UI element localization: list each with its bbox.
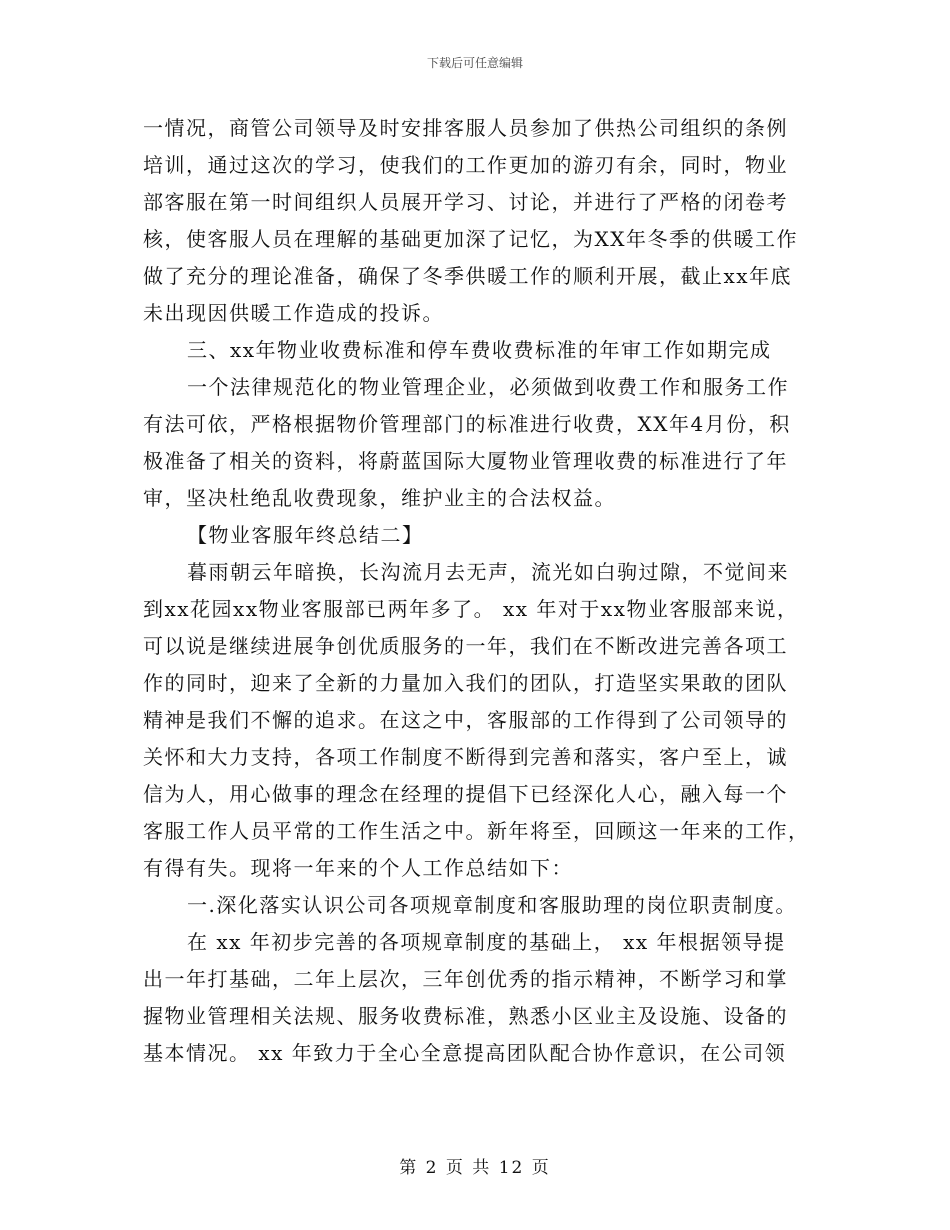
text-line: 信为人，用心做事的理念在经理的提倡下已经深化人心，融入每一个 <box>143 782 788 806</box>
section-heading-3: 三、xx年物业收费标准和停车费收费标准的年审工作如期完成 <box>187 338 772 362</box>
text-line: 有得有失。现将一年来的个人工作总结如下： <box>143 856 573 880</box>
text-line: 基本情况。 xx 年致力于全心全意提高团队配合协作意识，在公司领 <box>143 1041 787 1065</box>
text-line: 出一年打基础，二年上层次，三年创优秀的指示精神，不断学习和掌 <box>143 967 788 991</box>
text-line: 培训，通过这次的学习，使我们的工作更加的游刃有余，同时，物业 <box>143 153 788 177</box>
text-line: 有法可依，严格根据物价管理部门的标准进行收费，XX年4月份，积 <box>143 412 791 436</box>
text-line: 核，使客服人员在理解的基础更加深了记忆，为XX年冬季的供暖工作 <box>143 227 798 251</box>
text-line: 暮雨朝云年暗换，长沟流月去无声，流光如白驹过隙，不觉间来 <box>187 560 789 584</box>
text-line: 可以说是继续进展争创优质服务的一年，我们在不断改进完善各项工 <box>143 634 788 658</box>
text-line: 一情况，商管公司领导及时安排客服人员参加了供热公司组织的条例 <box>143 116 788 140</box>
text-line: 在 xx 年初步完善的各项规章制度的基础上， xx 年根据领导提 <box>187 930 786 954</box>
download-edit-note: 下载后可任意编辑 <box>426 56 523 70</box>
section-heading-1: 一.深化落实认识公司各项规章制度和客服助理的岗位职责制度。 <box>187 893 797 917</box>
text-line: 关怀和大力支持，各项工作制度不断得到完善和落实，客户至上，诚 <box>143 745 788 769</box>
text-line: 极准备了相关的资料，将蔚蓝国际大厦物业管理收费的标准进行了年 <box>143 449 788 473</box>
summary-two-heading: 【物业客服年终总结二】 <box>187 523 424 547</box>
text-line: 到xx花园xx物业客服部已两年多了。 xx 年对于xx物业客服部来说， <box>143 597 799 621</box>
text-line: 握物业管理相关法规、服务收费标准，熟悉小区业主及设施、设备的 <box>143 1004 788 1028</box>
page-number: 第 2 页 共 12 页 <box>399 1158 551 1178</box>
document-body <box>143 110 813 1072</box>
text-line: 审，坚决杜绝乱收费现象，维护业主的合法权益。 <box>143 486 616 510</box>
text-line: 作的同时，迎来了全新的力量加入我们的团队，打造坚实果敢的团队 <box>143 671 788 695</box>
text-line: 精神是我们不懈的追求。在这之中，客服部的工作得到了公司领导的 <box>143 708 788 732</box>
text-line: 一个法律规范化的物业管理企业，必须做到收费工作和服务工作 <box>187 375 789 399</box>
text-line: 客服工作人员平常的工作生活之中。新年将至，回顾这一年来的工作， <box>143 819 810 843</box>
text-line: 做了充分的理论准备，确保了冬季供暖工作的顺利开展，截止xx年底 <box>143 264 793 288</box>
text-line: 部客服在第一时间组织人员展开学习、讨论，并进行了严格的闭卷考 <box>143 190 788 214</box>
text-line: 未出现因供暖工作造成的投诉。 <box>143 301 444 325</box>
